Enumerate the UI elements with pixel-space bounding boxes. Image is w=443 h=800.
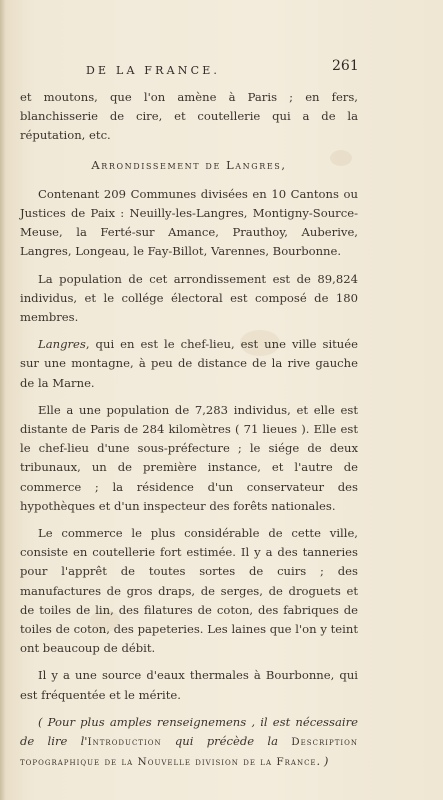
note-smallcaps: Introduction bbox=[87, 736, 162, 749]
paragraph-text: , qui en est le chef-lieu, est une ville située sur une montagne, à peu de distance de la rive gauche de la Marne. bbox=[20, 337, 358, 390]
paragraph: et moutons, que l'on amène à Paris ; en fers, blanchisserie de cire, et coutellerie qui a de la réputation, etc. bbox=[20, 90, 358, 143]
note-paren: ( bbox=[38, 714, 48, 729]
paragraph: La population de cet arrondissement est de 89,824 individus, et le collége électoral est composé de 180 membres. bbox=[20, 271, 358, 325]
footnote bbox=[20, 713, 358, 773]
running-title: DE LA FRANCE. bbox=[86, 64, 221, 77]
paragraph: Contenant 209 Communes divisées en 10 Cantons ou Justices de Paix : Neuilly-les-Langres, Montigny-Source-Meuse, la Ferté-sur Amance, Prauthoy, Auberive, Langres, Longeau, le Fay-Billot, Varennes, Bourbonne. bbox=[20, 186, 358, 259]
body-text bbox=[20, 88, 358, 781]
note-text: Pour plus amples renseignemens , il est nécessaire de lire l' bbox=[20, 714, 358, 749]
city-name: Langres bbox=[38, 337, 86, 352]
page-header bbox=[20, 58, 360, 80]
note-smallcaps: Description topographique de la Nouvelle division de la France bbox=[20, 736, 358, 769]
page-gutter bbox=[0, 0, 6, 800]
paragraph: Elle a une population de 7,283 individus, et elle est distante de Paris de 284 kilomètres ( 71 lieues ). Elle est le chef-lieu d'une sous-préfecture ; le siége de deux tribunaux, un de première instance, et l'autre de commerce ; la résidence d'un conservateur des hypothèques et d'un inspecteur des forêts nationales. bbox=[20, 402, 358, 513]
note-text: qui précède la bbox=[161, 734, 292, 749]
paragraph bbox=[20, 335, 358, 393]
paragraph: Le commerce le plus considérable de cette ville, consiste en coutellerie fort estimée. Il y a des tanneries pour l'apprêt de toutes sortes de cuirs ; des manufactures de gros draps, de serges, de droguets et de toiles de lin, des filatures de coton, des fabriques de toiles de coton, des papeteries. Les laines que l'on y teint ont beaucoup de débit. bbox=[20, 526, 358, 656]
section-heading: Arrondissement de Langres, bbox=[91, 157, 287, 172]
page-number: 261 bbox=[332, 58, 359, 74]
paragraph: Il y a une source d'eaux thermales à Bourbonne, qui est fréquentée et le mérite. bbox=[20, 668, 358, 702]
note-paren: . ) bbox=[316, 754, 329, 769]
